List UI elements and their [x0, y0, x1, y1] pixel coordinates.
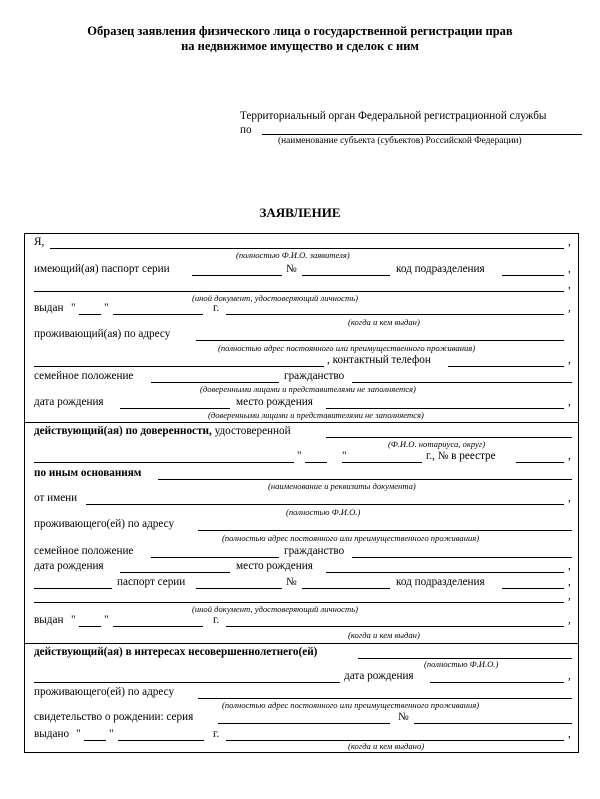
citizenship-field[interactable]	[352, 382, 572, 383]
label-proxy-birthplace: место рождения	[236, 560, 313, 572]
phone-field[interactable]	[448, 366, 564, 367]
trustee-caption-2: (доверенными лицами и представителями не заполняется)	[208, 410, 424, 420]
section-divider-minor	[24, 643, 579, 644]
label-minor-no: №	[398, 711, 409, 723]
proxy-citizenship-field[interactable]	[352, 557, 572, 558]
marital-field[interactable]	[151, 382, 279, 383]
comma: ,	[568, 728, 571, 740]
quote-close: "	[109, 728, 114, 740]
comma: ,	[568, 354, 571, 366]
applicant-fio-caption: (полностью Ф.И.О. заявителя)	[236, 250, 350, 260]
passport-series-field[interactable]	[192, 275, 282, 276]
notary-field[interactable]	[326, 437, 572, 438]
proxy-birth-date-field[interactable]	[120, 572, 230, 573]
label-year: г.	[213, 302, 220, 314]
minor-address-caption: (полностью адрес постоянного или преимущественного проживания)	[222, 700, 480, 710]
quote-open: "	[76, 728, 81, 740]
issued-day-field[interactable]	[79, 314, 101, 315]
minor-issued-caption: (когда и кем выдано)	[348, 741, 425, 751]
proxy-month-field[interactable]	[342, 462, 422, 463]
addressee-input-line[interactable]	[262, 134, 582, 135]
trustee-caption: (доверенными лицами и представителями не заполняется)	[200, 384, 416, 394]
label-proxy-birth: дата рождения	[34, 560, 104, 572]
proxy-issued-by-field[interactable]	[226, 626, 564, 627]
label-proxy-marital: семейное положение	[34, 545, 134, 557]
comma: ,	[568, 396, 571, 408]
label-on-behalf: от имени	[34, 492, 78, 504]
birth-date-field[interactable]	[120, 408, 230, 409]
comma: ,	[568, 614, 571, 626]
label-proxy-residing: проживающего(ей) по адресу	[34, 518, 175, 530]
label-proxy-year: г.	[213, 614, 220, 626]
minor-fio-field-2[interactable]	[34, 682, 340, 683]
quote-open: "	[297, 450, 302, 462]
comma: ,	[568, 590, 571, 602]
addressee-line1: Территориальный орган Федеральной регистрационной службы	[240, 110, 547, 122]
label-no: №	[286, 263, 297, 275]
proxy-field[interactable]	[34, 462, 294, 463]
registry-number-field[interactable]	[516, 462, 564, 463]
label-proxy-passport: паспорт серии	[117, 576, 186, 588]
label-proxy-issued: выдан	[34, 614, 64, 626]
label-passport: имеющий(ая) паспорт серии	[34, 263, 170, 275]
proxy-passport-series-field[interactable]	[196, 588, 282, 589]
label-birth: дата рождения	[34, 396, 104, 408]
comma: ,	[568, 670, 571, 682]
proxy-certified-text: удостоверенной	[211, 425, 291, 437]
quote-close: "	[104, 302, 109, 314]
minor-birth-date-field[interactable]	[430, 682, 564, 683]
label-minor-birth: дата рождения	[344, 670, 414, 682]
certificate-number-field[interactable]	[414, 723, 572, 724]
proxy-birthplace-field[interactable]	[326, 572, 564, 573]
minor-heading: действующий(ая) в интересах несовершеннолетнего(ей)	[34, 646, 318, 658]
applicant-fio-field[interactable]	[50, 248, 564, 249]
other-grounds-field[interactable]	[158, 479, 572, 480]
minor-issued-day-field[interactable]	[84, 740, 106, 741]
label-proxy-no: №	[286, 576, 297, 588]
minor-address-field[interactable]	[198, 698, 572, 699]
comma: ,	[568, 492, 571, 504]
quote-close: "	[104, 614, 109, 626]
dept-code-field[interactable]	[502, 275, 564, 276]
on-behalf-field[interactable]	[86, 504, 564, 505]
birthplace-field[interactable]	[326, 408, 564, 409]
addressee-caption: (наименование субъекта (субъектов) Российской Федерации)	[278, 136, 522, 146]
comma: ,	[568, 560, 571, 572]
document-title: ЗАЯВЛЕНИЕ	[259, 205, 341, 220]
label-dept: код подразделения	[396, 263, 485, 275]
address-field-2[interactable]	[34, 366, 324, 367]
issued-caption: (когда и кем выдан)	[348, 317, 420, 327]
minor-fio-caption: (полностью Ф.И.О.)	[424, 659, 499, 669]
form-title-line2: на недвижимое имущество и сделок с ним	[181, 39, 419, 53]
address-caption: (полностью адрес постоянного или преимущественного проживания)	[218, 343, 476, 353]
label-citizenship: гражданство	[284, 370, 345, 382]
label-minor-issued: выдано	[34, 728, 70, 740]
comma: ,	[568, 236, 571, 248]
quote-open: "	[71, 614, 76, 626]
label-proxy-citizenship: гражданство	[284, 545, 345, 557]
label-registry: г., № в реестре	[426, 450, 496, 462]
comma: ,	[568, 576, 571, 588]
proxy-day-field[interactable]	[305, 462, 327, 463]
label-other-grounds: по иным основаниям	[34, 467, 142, 479]
other-document-field[interactable]	[34, 291, 564, 292]
issued-by-field[interactable]	[226, 314, 564, 315]
proxy-other-document-field[interactable]	[34, 602, 564, 603]
quote-close: "	[342, 450, 347, 462]
section-divider-proxy	[24, 422, 579, 423]
notary-caption: (Ф.И.О. нотариуса, округ)	[388, 439, 486, 449]
label-minor-residing: проживающего(ей) по адресу	[34, 686, 175, 698]
label-issued: выдан	[34, 302, 64, 314]
label-residing: проживающий(ая) по адресу	[34, 328, 171, 340]
comma: ,	[568, 279, 571, 291]
other-document-caption: (иной документ, удостоверяющий личность)	[192, 293, 358, 303]
label-minor-year: г.	[213, 728, 220, 740]
addressee-line2: по	[240, 124, 252, 136]
label-i: Я,	[34, 236, 45, 248]
address-field[interactable]	[196, 340, 564, 341]
proxy-pre-passport-field[interactable]	[34, 588, 112, 589]
proxy-heading-text: действующий(ая) по доверенности,	[34, 425, 212, 437]
issued-month-field[interactable]	[113, 314, 203, 315]
label-proxy-dept: код подразделения	[396, 576, 485, 588]
quote-open: "	[71, 302, 76, 314]
proxy-marital-field[interactable]	[151, 557, 279, 558]
proxy-dept-code-field[interactable]	[502, 588, 564, 589]
minor-issued-month-field[interactable]	[118, 740, 204, 741]
label-birthplace: место рождения	[236, 396, 313, 408]
proxy-address-field[interactable]	[198, 530, 572, 531]
certificate-series-field[interactable]	[218, 723, 390, 724]
form-title-line1: Образец заявления физического лица о государственной регистрации прав	[87, 24, 513, 38]
label-birth-certificate: свидетельство о рождении: серия	[34, 711, 194, 723]
proxy-heading	[34, 425, 291, 437]
proxy-issued-caption: (когда и кем выдан)	[348, 630, 420, 640]
passport-number-field[interactable]	[302, 275, 390, 276]
proxy-address-caption: (полностью адрес постоянного или преимущественного проживания)	[222, 533, 480, 543]
comma: ,	[568, 263, 571, 275]
doc-caption: (наименование и реквизиты документа)	[268, 481, 416, 491]
comma: ,	[568, 450, 571, 462]
comma: ,	[568, 302, 571, 314]
fio-caption: (полностью Ф.И.О.)	[286, 507, 361, 517]
label-marital: семейное положение	[34, 370, 134, 382]
proxy-passport-number-field[interactable]	[302, 588, 390, 589]
label-phone: , контактный телефон	[327, 354, 431, 366]
proxy-issued-day-field[interactable]	[79, 626, 101, 627]
proxy-other-document-caption: (иной документ, удостоверяющий личность)	[192, 604, 358, 614]
proxy-issued-month-field[interactable]	[113, 626, 203, 627]
